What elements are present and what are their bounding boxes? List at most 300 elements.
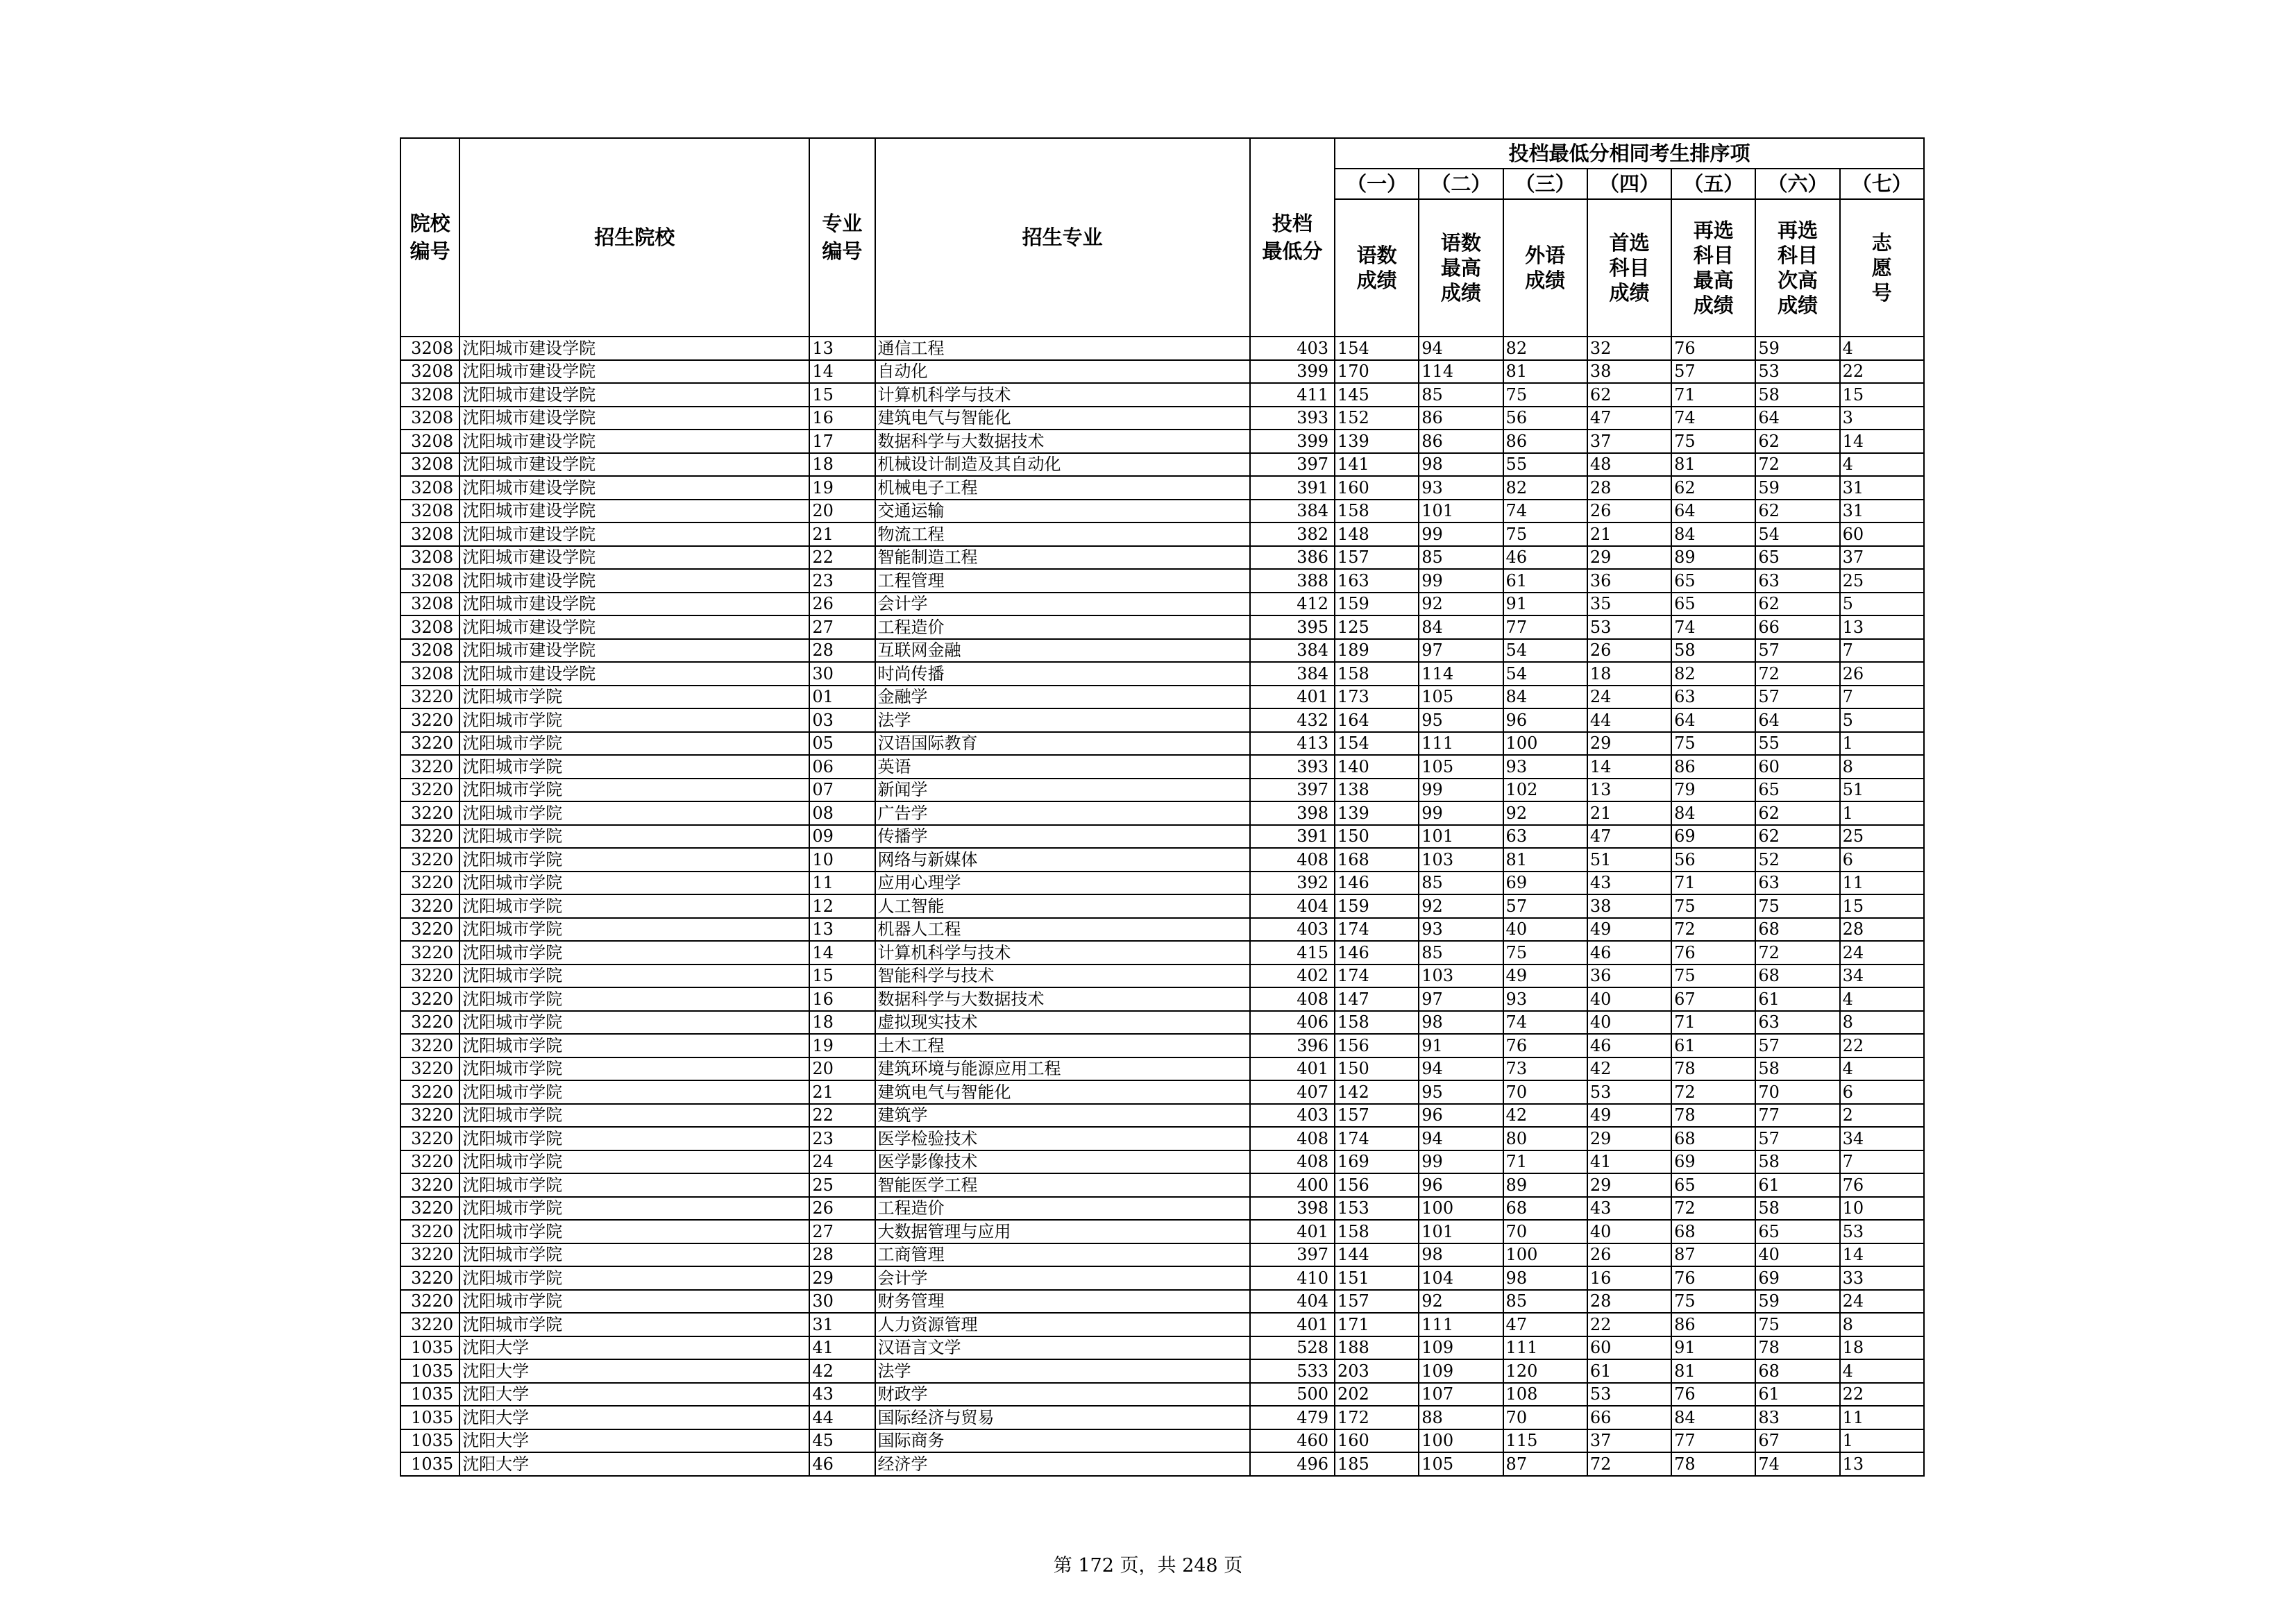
cell-min-score: 397: [1250, 1243, 1335, 1267]
table-row: [400, 1359, 1924, 1383]
cell-tiebreak-3: 81: [1503, 360, 1587, 384]
cell-tiebreak-6: 57: [1755, 686, 1839, 709]
cell-tiebreak-7: 5: [1840, 593, 1924, 616]
cell-tiebreak-7: 22: [1840, 1383, 1924, 1407]
cell-tiebreak-3: 54: [1503, 662, 1587, 686]
cell-tiebreak-4: 60: [1587, 1336, 1671, 1360]
cell-school-name: 沈阳城市建设学院: [459, 639, 809, 663]
cell-tiebreak-4: 51: [1587, 848, 1671, 872]
cell-tiebreak-1: 174: [1335, 918, 1419, 942]
cell-school-name: 沈阳城市学院: [459, 1173, 809, 1197]
cell-min-score: 395: [1250, 615, 1335, 639]
cell-min-score: 403: [1250, 918, 1335, 942]
cell-school-code: 3220: [400, 1313, 459, 1336]
header-tiebreak-order-5: （五）: [1671, 169, 1755, 199]
header-min-score: 投档 最低分: [1250, 138, 1335, 337]
cell-school-code: 3220: [400, 1080, 459, 1104]
cell-tiebreak-5: 76: [1671, 1383, 1755, 1407]
cell-major-code: 30: [809, 1290, 875, 1314]
cell-tiebreak-3: 92: [1503, 801, 1587, 825]
cell-major-name: 机械设计制造及其自动化: [875, 453, 1250, 477]
cell-tiebreak-5: 84: [1671, 1406, 1755, 1429]
cell-major-name: 物流工程: [875, 522, 1250, 546]
header-tiebreak-label-6: 再选 科目 次高 成绩: [1755, 199, 1839, 337]
cell-tiebreak-2: 92: [1419, 593, 1503, 616]
table-row: [400, 1452, 1924, 1476]
cell-tiebreak-3: 61: [1503, 569, 1587, 593]
cell-tiebreak-7: 34: [1840, 1127, 1924, 1150]
cell-school-name: 沈阳大学: [459, 1383, 809, 1407]
cell-tiebreak-6: 62: [1755, 801, 1839, 825]
header-major-code: 专业 编号: [809, 138, 875, 337]
cell-tiebreak-1: 154: [1335, 337, 1419, 360]
cell-tiebreak-5: 76: [1671, 337, 1755, 360]
cell-tiebreak-3: 84: [1503, 686, 1587, 709]
cell-tiebreak-1: 174: [1335, 965, 1419, 988]
cell-school-name: 沈阳城市学院: [459, 1127, 809, 1150]
cell-tiebreak-6: 68: [1755, 1359, 1839, 1383]
cell-major-name: 医学影像技术: [875, 1150, 1250, 1174]
cell-tiebreak-6: 66: [1755, 615, 1839, 639]
cell-tiebreak-3: 91: [1503, 593, 1587, 616]
cell-major-name: 时尚传播: [875, 662, 1250, 686]
cell-major-name: 法学: [875, 708, 1250, 732]
cell-tiebreak-5: 71: [1671, 872, 1755, 895]
table-row: [400, 732, 1924, 756]
cell-tiebreak-3: 57: [1503, 894, 1587, 918]
cell-tiebreak-5: 58: [1671, 639, 1755, 663]
cell-tiebreak-4: 43: [1587, 872, 1671, 895]
cell-tiebreak-4: 29: [1587, 546, 1671, 570]
cell-tiebreak-6: 72: [1755, 662, 1839, 686]
table-row: [400, 941, 1924, 965]
cell-tiebreak-5: 75: [1671, 1290, 1755, 1314]
cell-tiebreak-4: 49: [1587, 1104, 1671, 1128]
table-row: [400, 965, 1924, 988]
cell-school-name: 沈阳城市学院: [459, 941, 809, 965]
cell-school-name: 沈阳城市学院: [459, 1150, 809, 1174]
cell-tiebreak-1: 157: [1335, 546, 1419, 570]
cell-major-code: 27: [809, 615, 875, 639]
cell-school-name: 沈阳城市建设学院: [459, 500, 809, 523]
cell-major-name: 广告学: [875, 801, 1250, 825]
cell-tiebreak-5: 86: [1671, 755, 1755, 779]
cell-tiebreak-2: 109: [1419, 1359, 1503, 1383]
cell-tiebreak-5: 79: [1671, 779, 1755, 802]
cell-school-name: 沈阳城市学院: [459, 1243, 809, 1267]
cell-tiebreak-2: 94: [1419, 1057, 1503, 1081]
cell-tiebreak-2: 95: [1419, 708, 1503, 732]
cell-school-code: 1035: [400, 1452, 459, 1476]
cell-major-name: 经济学: [875, 1452, 1250, 1476]
cell-tiebreak-2: 97: [1419, 639, 1503, 663]
table-row: [400, 615, 1924, 639]
table-row: [400, 1290, 1924, 1314]
table-row: [400, 407, 1924, 430]
cell-major-code: 23: [809, 1127, 875, 1150]
cell-school-name: 沈阳城市学院: [459, 1220, 809, 1243]
header-tiebreak-order-6: （六）: [1755, 169, 1839, 199]
cell-school-name: 沈阳城市学院: [459, 1197, 809, 1221]
table-row: [400, 1266, 1924, 1290]
cell-tiebreak-4: 53: [1587, 1383, 1671, 1407]
cell-tiebreak-1: 203: [1335, 1359, 1419, 1383]
table-row: [400, 1080, 1924, 1104]
cell-tiebreak-3: 111: [1503, 1336, 1587, 1360]
cell-tiebreak-3: 100: [1503, 1243, 1587, 1267]
cell-tiebreak-6: 74: [1755, 1452, 1839, 1476]
cell-school-name: 沈阳城市学院: [459, 848, 809, 872]
cell-min-score: 384: [1250, 500, 1335, 523]
cell-school-name: 沈阳城市学院: [459, 872, 809, 895]
cell-major-code: 07: [809, 779, 875, 802]
cell-major-code: 16: [809, 987, 875, 1011]
cell-tiebreak-5: 78: [1671, 1104, 1755, 1128]
cell-tiebreak-5: 75: [1671, 430, 1755, 453]
cell-major-code: 21: [809, 1080, 875, 1104]
cell-tiebreak-7: 31: [1840, 500, 1924, 523]
cell-min-score: 398: [1250, 801, 1335, 825]
cell-tiebreak-3: 70: [1503, 1406, 1587, 1429]
cell-school-name: 沈阳城市学院: [459, 918, 809, 942]
cell-school-code: 1035: [400, 1383, 459, 1407]
cell-tiebreak-4: 53: [1587, 615, 1671, 639]
cell-tiebreak-6: 69: [1755, 1266, 1839, 1290]
cell-major-code: 20: [809, 500, 875, 523]
cell-major-code: 30: [809, 662, 875, 686]
cell-tiebreak-5: 65: [1671, 1173, 1755, 1197]
cell-major-name: 建筑电气与智能化: [875, 407, 1250, 430]
cell-tiebreak-6: 77: [1755, 1104, 1839, 1128]
cell-tiebreak-6: 60: [1755, 755, 1839, 779]
cell-major-code: 24: [809, 1150, 875, 1174]
cell-major-name: 会计学: [875, 593, 1250, 616]
cell-major-code: 42: [809, 1359, 875, 1383]
table-row: [400, 1429, 1924, 1453]
cell-tiebreak-1: 158: [1335, 1011, 1419, 1035]
header-tiebreak-order-4: （四）: [1587, 169, 1671, 199]
cell-tiebreak-2: 99: [1419, 801, 1503, 825]
cell-tiebreak-3: 75: [1503, 383, 1587, 407]
cell-major-code: 43: [809, 1383, 875, 1407]
cell-school-name: 沈阳城市学院: [459, 894, 809, 918]
cell-tiebreak-6: 64: [1755, 708, 1839, 732]
cell-tiebreak-2: 99: [1419, 779, 1503, 802]
cell-tiebreak-3: 102: [1503, 779, 1587, 802]
cell-school-code: 3208: [400, 546, 459, 570]
cell-tiebreak-2: 96: [1419, 1173, 1503, 1197]
cell-tiebreak-1: 157: [1335, 1290, 1419, 1314]
cell-min-score: 401: [1250, 1220, 1335, 1243]
cell-school-name: 沈阳城市学院: [459, 1290, 809, 1314]
cell-min-score: 392: [1250, 872, 1335, 895]
cell-min-score: 410: [1250, 1266, 1335, 1290]
cell-tiebreak-1: 146: [1335, 872, 1419, 895]
cell-tiebreak-7: 13: [1840, 615, 1924, 639]
cell-tiebreak-1: 147: [1335, 987, 1419, 1011]
cell-major-name: 计算机科学与技术: [875, 941, 1250, 965]
cell-tiebreak-5: 76: [1671, 941, 1755, 965]
cell-major-code: 22: [809, 546, 875, 570]
cell-tiebreak-4: 62: [1587, 383, 1671, 407]
cell-tiebreak-3: 75: [1503, 941, 1587, 965]
cell-school-code: 3208: [400, 476, 459, 500]
cell-major-name: 建筑学: [875, 1104, 1250, 1128]
cell-tiebreak-7: 31: [1840, 476, 1924, 500]
cell-tiebreak-4: 36: [1587, 569, 1671, 593]
cell-tiebreak-2: 85: [1419, 872, 1503, 895]
cell-school-code: 3208: [400, 500, 459, 523]
table-row: [400, 686, 1924, 709]
cell-tiebreak-6: 53: [1755, 360, 1839, 384]
cell-major-code: 44: [809, 1406, 875, 1429]
cell-tiebreak-7: 3: [1840, 407, 1924, 430]
cell-tiebreak-3: 89: [1503, 1173, 1587, 1197]
cell-school-code: 3208: [400, 662, 459, 686]
cell-tiebreak-6: 63: [1755, 569, 1839, 593]
cell-tiebreak-2: 104: [1419, 1266, 1503, 1290]
header-tiebreak-order-1: （一）: [1335, 169, 1419, 199]
cell-min-score: 397: [1250, 779, 1335, 802]
cell-school-name: 沈阳城市学院: [459, 1080, 809, 1104]
cell-major-code: 23: [809, 569, 875, 593]
cell-tiebreak-1: 188: [1335, 1336, 1419, 1360]
cell-school-code: 3220: [400, 779, 459, 802]
cell-tiebreak-3: 42: [1503, 1104, 1587, 1128]
cell-school-name: 沈阳城市学院: [459, 1057, 809, 1081]
cell-tiebreak-1: 139: [1335, 801, 1419, 825]
cell-min-score: 408: [1250, 848, 1335, 872]
cell-tiebreak-7: 8: [1840, 1313, 1924, 1336]
cell-min-score: 408: [1250, 1150, 1335, 1174]
cell-tiebreak-1: 150: [1335, 825, 1419, 849]
cell-school-name: 沈阳大学: [459, 1406, 809, 1429]
cell-tiebreak-1: 174: [1335, 1127, 1419, 1150]
cell-major-name: 数据科学与大数据技术: [875, 987, 1250, 1011]
cell-tiebreak-6: 72: [1755, 453, 1839, 477]
cell-major-name: 工商管理: [875, 1243, 1250, 1267]
cell-tiebreak-6: 64: [1755, 407, 1839, 430]
cell-min-score: 415: [1250, 941, 1335, 965]
cell-tiebreak-7: 1: [1840, 732, 1924, 756]
cell-tiebreak-1: 146: [1335, 941, 1419, 965]
header-tiebreak-label-4: 首选 科目 成绩: [1587, 199, 1671, 337]
cell-major-code: 01: [809, 686, 875, 709]
table-row: [400, 430, 1924, 453]
cell-tiebreak-6: 63: [1755, 872, 1839, 895]
cell-tiebreak-2: 86: [1419, 430, 1503, 453]
cell-major-name: 新闻学: [875, 779, 1250, 802]
table-row: [400, 546, 1924, 570]
cell-tiebreak-2: 92: [1419, 894, 1503, 918]
cell-min-score: 388: [1250, 569, 1335, 593]
cell-school-code: 3220: [400, 1150, 459, 1174]
table-row: [400, 708, 1924, 732]
cell-tiebreak-5: 72: [1671, 1197, 1755, 1221]
cell-major-name: 智能科学与技术: [875, 965, 1250, 988]
cell-min-score: 407: [1250, 1080, 1335, 1104]
cell-tiebreak-7: 7: [1840, 639, 1924, 663]
cell-tiebreak-3: 70: [1503, 1080, 1587, 1104]
header-tiebreak-title: 投档最低分相同考生排序项: [1335, 138, 1924, 169]
cell-tiebreak-2: 100: [1419, 1429, 1503, 1453]
cell-tiebreak-7: 5: [1840, 708, 1924, 732]
cell-school-name: 沈阳城市学院: [459, 825, 809, 849]
cell-school-code: 3220: [400, 1266, 459, 1290]
cell-major-code: 13: [809, 337, 875, 360]
cell-tiebreak-1: 150: [1335, 1057, 1419, 1081]
cell-min-score: 411: [1250, 383, 1335, 407]
cell-major-code: 31: [809, 1313, 875, 1336]
cell-major-code: 41: [809, 1336, 875, 1360]
cell-tiebreak-3: 70: [1503, 1220, 1587, 1243]
cell-tiebreak-3: 69: [1503, 872, 1587, 895]
cell-school-code: 1035: [400, 1429, 459, 1453]
cell-school-name: 沈阳城市建设学院: [459, 360, 809, 384]
cell-school-name: 沈阳城市学院: [459, 732, 809, 756]
cell-min-score: 406: [1250, 1011, 1335, 1035]
cell-tiebreak-5: 75: [1671, 894, 1755, 918]
cell-school-name: 沈阳城市建设学院: [459, 407, 809, 430]
cell-tiebreak-5: 72: [1671, 918, 1755, 942]
cell-tiebreak-7: 8: [1840, 755, 1924, 779]
cell-tiebreak-6: 63: [1755, 1011, 1839, 1035]
cell-tiebreak-6: 61: [1755, 987, 1839, 1011]
cell-school-code: 3220: [400, 987, 459, 1011]
cell-major-code: 21: [809, 522, 875, 546]
cell-tiebreak-5: 74: [1671, 615, 1755, 639]
header-tiebreak-label-5: 再选 科目 最高 成绩: [1671, 199, 1755, 337]
cell-tiebreak-6: 58: [1755, 1150, 1839, 1174]
cell-tiebreak-1: 151: [1335, 1266, 1419, 1290]
cell-tiebreak-7: 24: [1840, 941, 1924, 965]
table-row: [400, 1313, 1924, 1336]
cell-tiebreak-4: 37: [1587, 430, 1671, 453]
cell-school-code: 1035: [400, 1406, 459, 1429]
cell-major-name: 智能制造工程: [875, 546, 1250, 570]
cell-major-name: 互联网金融: [875, 639, 1250, 663]
cell-tiebreak-3: 74: [1503, 1011, 1587, 1035]
cell-tiebreak-4: 37: [1587, 1429, 1671, 1453]
cell-tiebreak-4: 26: [1587, 639, 1671, 663]
cell-tiebreak-4: 24: [1587, 686, 1671, 709]
cell-school-name: 沈阳城市学院: [459, 708, 809, 732]
cell-school-name: 沈阳城市建设学院: [459, 383, 809, 407]
table-row: [400, 383, 1924, 407]
table-row: [400, 360, 1924, 384]
cell-tiebreak-3: 82: [1503, 476, 1587, 500]
cell-school-code: 3220: [400, 755, 459, 779]
cell-tiebreak-2: 93: [1419, 918, 1503, 942]
cell-tiebreak-2: 99: [1419, 1150, 1503, 1174]
cell-tiebreak-6: 58: [1755, 1197, 1839, 1221]
cell-tiebreak-6: 70: [1755, 1080, 1839, 1104]
cell-major-name: 人力资源管理: [875, 1313, 1250, 1336]
cell-tiebreak-6: 68: [1755, 918, 1839, 942]
cell-tiebreak-7: 26: [1840, 662, 1924, 686]
cell-tiebreak-5: 76: [1671, 1266, 1755, 1290]
cell-min-score: 396: [1250, 1034, 1335, 1057]
cell-tiebreak-4: 35: [1587, 593, 1671, 616]
cell-tiebreak-5: 68: [1671, 1220, 1755, 1243]
cell-school-code: 3220: [400, 1220, 459, 1243]
cell-tiebreak-1: 138: [1335, 779, 1419, 802]
cell-tiebreak-3: 47: [1503, 1313, 1587, 1336]
cell-tiebreak-5: 78: [1671, 1057, 1755, 1081]
cell-school-code: 3208: [400, 453, 459, 477]
cell-tiebreak-3: 80: [1503, 1127, 1587, 1150]
cell-school-name: 沈阳大学: [459, 1336, 809, 1360]
cell-major-name: 医学检验技术: [875, 1127, 1250, 1150]
page-footer: 第 172 页，共 248 页: [1053, 1555, 1243, 1577]
table-row: [400, 476, 1924, 500]
cell-tiebreak-4: 29: [1587, 732, 1671, 756]
cell-major-code: 26: [809, 593, 875, 616]
cell-tiebreak-2: 92: [1419, 1290, 1503, 1314]
cell-major-code: 15: [809, 965, 875, 988]
cell-tiebreak-4: 46: [1587, 941, 1671, 965]
cell-min-score: 393: [1250, 755, 1335, 779]
cell-tiebreak-2: 97: [1419, 987, 1503, 1011]
cell-school-code: 3220: [400, 1197, 459, 1221]
cell-major-name: 机械电子工程: [875, 476, 1250, 500]
cell-school-name: 沈阳城市建设学院: [459, 662, 809, 686]
cell-major-code: 28: [809, 639, 875, 663]
cell-tiebreak-2: 98: [1419, 1243, 1503, 1267]
cell-school-code: 3220: [400, 686, 459, 709]
header-tiebreak-order-2: （二）: [1419, 169, 1503, 199]
cell-school-name: 沈阳城市建设学院: [459, 453, 809, 477]
cell-tiebreak-5: 69: [1671, 825, 1755, 849]
cell-major-code: 19: [809, 1034, 875, 1057]
cell-tiebreak-5: 77: [1671, 1429, 1755, 1453]
cell-tiebreak-6: 65: [1755, 546, 1839, 570]
cell-tiebreak-7: 15: [1840, 894, 1924, 918]
header-school-name: 招生院校: [459, 138, 809, 337]
cell-tiebreak-7: 7: [1840, 686, 1924, 709]
cell-tiebreak-4: 36: [1587, 965, 1671, 988]
cell-major-name: 建筑环境与能源应用工程: [875, 1057, 1250, 1081]
cell-major-code: 10: [809, 848, 875, 872]
cell-school-code: 3220: [400, 708, 459, 732]
cell-major-code: 20: [809, 1057, 875, 1081]
cell-tiebreak-7: 7: [1840, 1150, 1924, 1174]
cell-tiebreak-1: 158: [1335, 1220, 1419, 1243]
cell-tiebreak-5: 67: [1671, 987, 1755, 1011]
cell-major-code: 14: [809, 941, 875, 965]
cell-tiebreak-6: 83: [1755, 1406, 1839, 1429]
cell-min-score: 397: [1250, 453, 1335, 477]
cell-tiebreak-1: 159: [1335, 593, 1419, 616]
cell-tiebreak-5: 91: [1671, 1336, 1755, 1360]
cell-tiebreak-4: 21: [1587, 801, 1671, 825]
cell-tiebreak-3: 71: [1503, 1150, 1587, 1174]
cell-school-name: 沈阳城市建设学院: [459, 476, 809, 500]
cell-major-code: 06: [809, 755, 875, 779]
cell-tiebreak-3: 108: [1503, 1383, 1587, 1407]
cell-tiebreak-7: 13: [1840, 1452, 1924, 1476]
cell-min-score: 413: [1250, 732, 1335, 756]
header-tiebreak-label-1: 语数 成绩: [1335, 199, 1419, 337]
admission-score-table: [400, 137, 1925, 1477]
cell-tiebreak-6: 62: [1755, 593, 1839, 616]
cell-major-code: 29: [809, 1266, 875, 1290]
cell-school-code: 3220: [400, 1243, 459, 1267]
cell-tiebreak-4: 22: [1587, 1313, 1671, 1336]
cell-tiebreak-3: 87: [1503, 1452, 1587, 1476]
cell-major-name: 金融学: [875, 686, 1250, 709]
cell-major-name: 网络与新媒体: [875, 848, 1250, 872]
